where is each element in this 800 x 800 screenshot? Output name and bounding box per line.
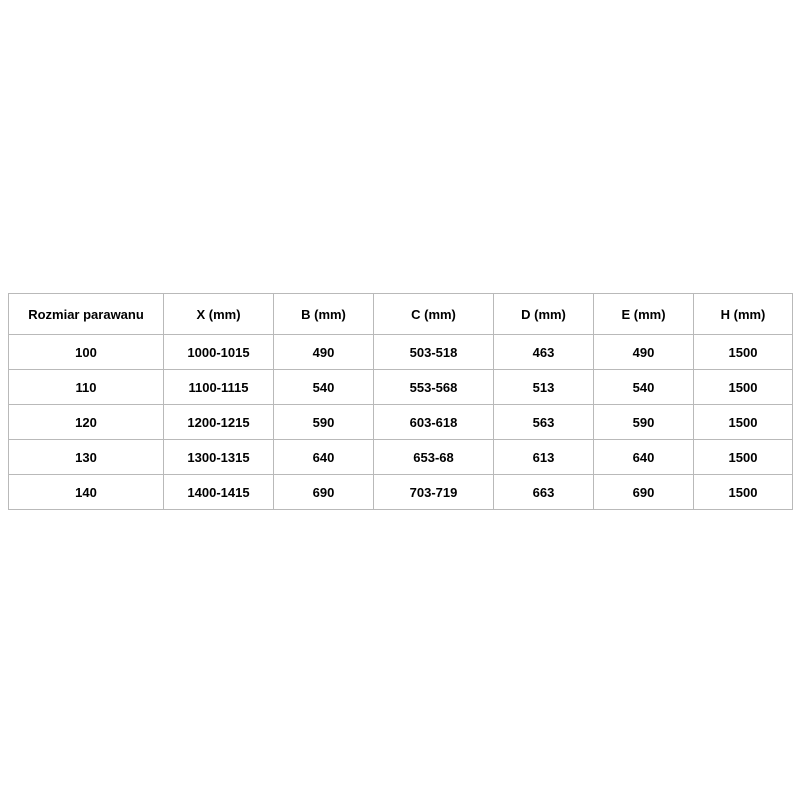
column-header-e: E (mm) bbox=[594, 294, 694, 335]
cell-d: 463 bbox=[494, 335, 594, 370]
cell-e: 490 bbox=[594, 335, 694, 370]
cell-d: 563 bbox=[494, 405, 594, 440]
cell-e: 690 bbox=[594, 475, 694, 510]
cell-x: 1400-1415 bbox=[164, 475, 274, 510]
column-header-d: D (mm) bbox=[494, 294, 594, 335]
cell-b: 490 bbox=[274, 335, 374, 370]
table-header bbox=[9, 294, 793, 335]
cell-b: 540 bbox=[274, 370, 374, 405]
cell-size: 130 bbox=[9, 440, 164, 475]
cell-e: 640 bbox=[594, 440, 694, 475]
cell-b: 690 bbox=[274, 475, 374, 510]
column-header-h: H (mm) bbox=[694, 294, 793, 335]
column-header-x: X (mm) bbox=[164, 294, 274, 335]
cell-x: 1000-1015 bbox=[164, 335, 274, 370]
cell-size: 120 bbox=[9, 405, 164, 440]
table-header-row bbox=[9, 294, 793, 335]
cell-d: 513 bbox=[494, 370, 594, 405]
cell-d: 613 bbox=[494, 440, 594, 475]
cell-c: 553-568 bbox=[374, 370, 494, 405]
cell-c: 653-68 bbox=[374, 440, 494, 475]
table-row bbox=[9, 475, 793, 510]
cell-h: 1500 bbox=[694, 370, 793, 405]
table-body bbox=[9, 335, 793, 510]
table-row bbox=[9, 440, 793, 475]
table-row bbox=[9, 405, 793, 440]
cell-b: 640 bbox=[274, 440, 374, 475]
cell-h: 1500 bbox=[694, 405, 793, 440]
cell-size: 110 bbox=[9, 370, 164, 405]
column-header-b: B (mm) bbox=[274, 294, 374, 335]
cell-h: 1500 bbox=[694, 440, 793, 475]
specification-table-container bbox=[8, 293, 792, 510]
cell-x: 1100-1115 bbox=[164, 370, 274, 405]
cell-x: 1300-1315 bbox=[164, 440, 274, 475]
column-header-c: C (mm) bbox=[374, 294, 494, 335]
specification-table bbox=[8, 293, 793, 510]
cell-c: 603-618 bbox=[374, 405, 494, 440]
cell-size: 140 bbox=[9, 475, 164, 510]
cell-e: 590 bbox=[594, 405, 694, 440]
cell-b: 590 bbox=[274, 405, 374, 440]
cell-x: 1200-1215 bbox=[164, 405, 274, 440]
cell-e: 540 bbox=[594, 370, 694, 405]
cell-size: 100 bbox=[9, 335, 164, 370]
table-row bbox=[9, 370, 793, 405]
table-row bbox=[9, 335, 793, 370]
cell-d: 663 bbox=[494, 475, 594, 510]
cell-h: 1500 bbox=[694, 475, 793, 510]
cell-c: 703-719 bbox=[374, 475, 494, 510]
cell-c: 503-518 bbox=[374, 335, 494, 370]
cell-h: 1500 bbox=[694, 335, 793, 370]
column-header-size: Rozmiar parawanu bbox=[9, 294, 164, 335]
